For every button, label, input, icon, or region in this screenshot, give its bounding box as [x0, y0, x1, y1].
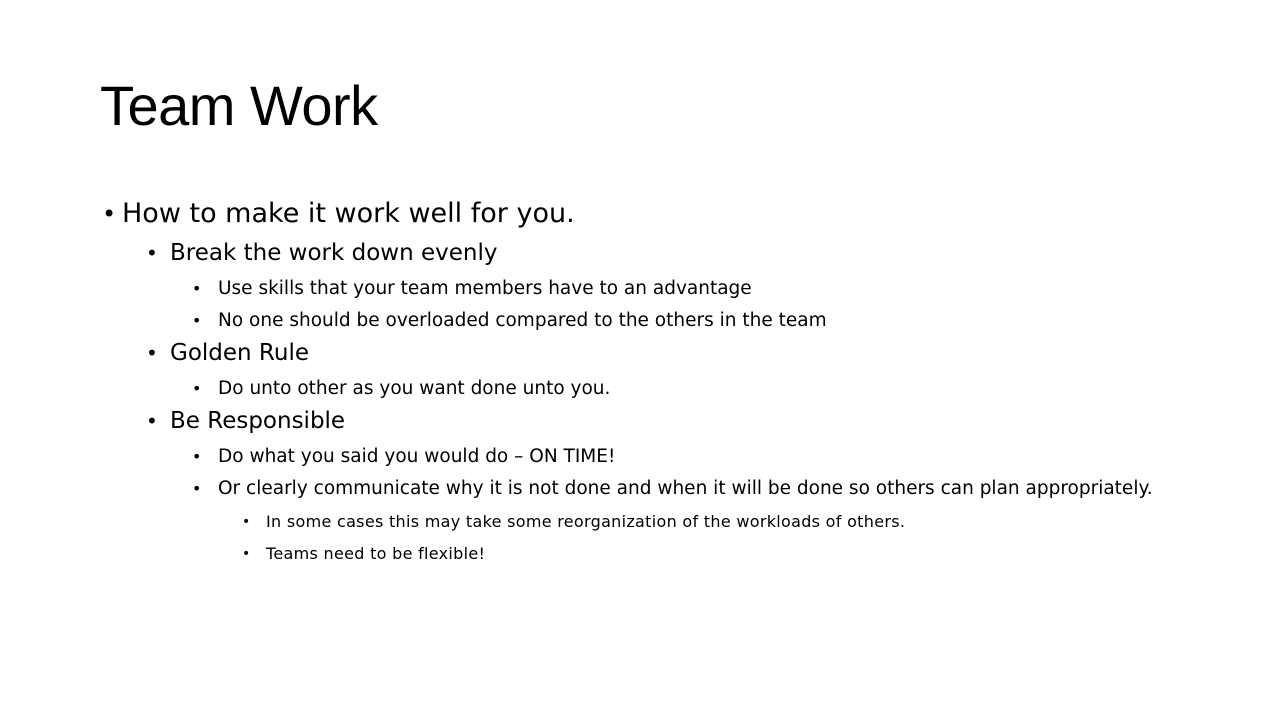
slide-body: [100, 193, 1190, 567]
bullet-break-work: [100, 235, 1190, 271]
bullet-dot-icon: •: [192, 279, 202, 298]
bullet-text: In some cases this may take some reorganization of the workloads of others.: [266, 512, 906, 531]
bullet-text: Or clearly communicate why it is not done and when it will be done so others can plan appropriately.: [218, 478, 1153, 499]
bullet-reorganization: [100, 509, 1190, 535]
bullet-dot-icon: •: [146, 409, 158, 433]
bullet-dot-icon: •: [242, 514, 251, 530]
slide-title: Team Work: [100, 74, 378, 137]
bullet-do-what-said: [100, 443, 1190, 471]
bullet-dot-icon: •: [146, 241, 158, 265]
bullet-do-unto: [100, 375, 1190, 403]
bullet-be-responsible: [100, 403, 1190, 439]
bullet-dot-icon: •: [192, 479, 202, 498]
bullet-text: Do unto other as you want done unto you.: [218, 378, 611, 399]
bullet-dot-icon: •: [192, 379, 202, 398]
bullet-use-skills: [100, 275, 1190, 303]
bullet-main: [100, 193, 1190, 235]
bullet-dot-icon: •: [192, 447, 202, 466]
bullet-text: Break the work down evenly: [170, 240, 498, 266]
bullet-dot-icon: •: [102, 200, 117, 228]
bullet-text: Teams need to be flexible!: [266, 544, 486, 563]
bullet-golden-rule: [100, 335, 1190, 371]
bullet-text: No one should be overloaded compared to the others in the team: [218, 310, 827, 331]
bullet-text: Golden Rule: [170, 340, 309, 366]
bullet-flexible: [100, 541, 1190, 567]
bullet-dot-icon: •: [146, 341, 158, 365]
bullet-text: Use skills that your team members have to an advantage: [218, 278, 752, 299]
bullet-dot-icon: •: [242, 546, 251, 562]
bullet-communicate: [100, 475, 1190, 503]
bullet-text: How to make it work well for you.: [122, 198, 575, 229]
bullet-no-overload: [100, 307, 1190, 335]
bullet-text: Be Responsible: [170, 408, 346, 434]
bullet-text: Do what you said you would do – ON TIME!: [218, 446, 616, 467]
bullet-dot-icon: •: [192, 311, 202, 330]
